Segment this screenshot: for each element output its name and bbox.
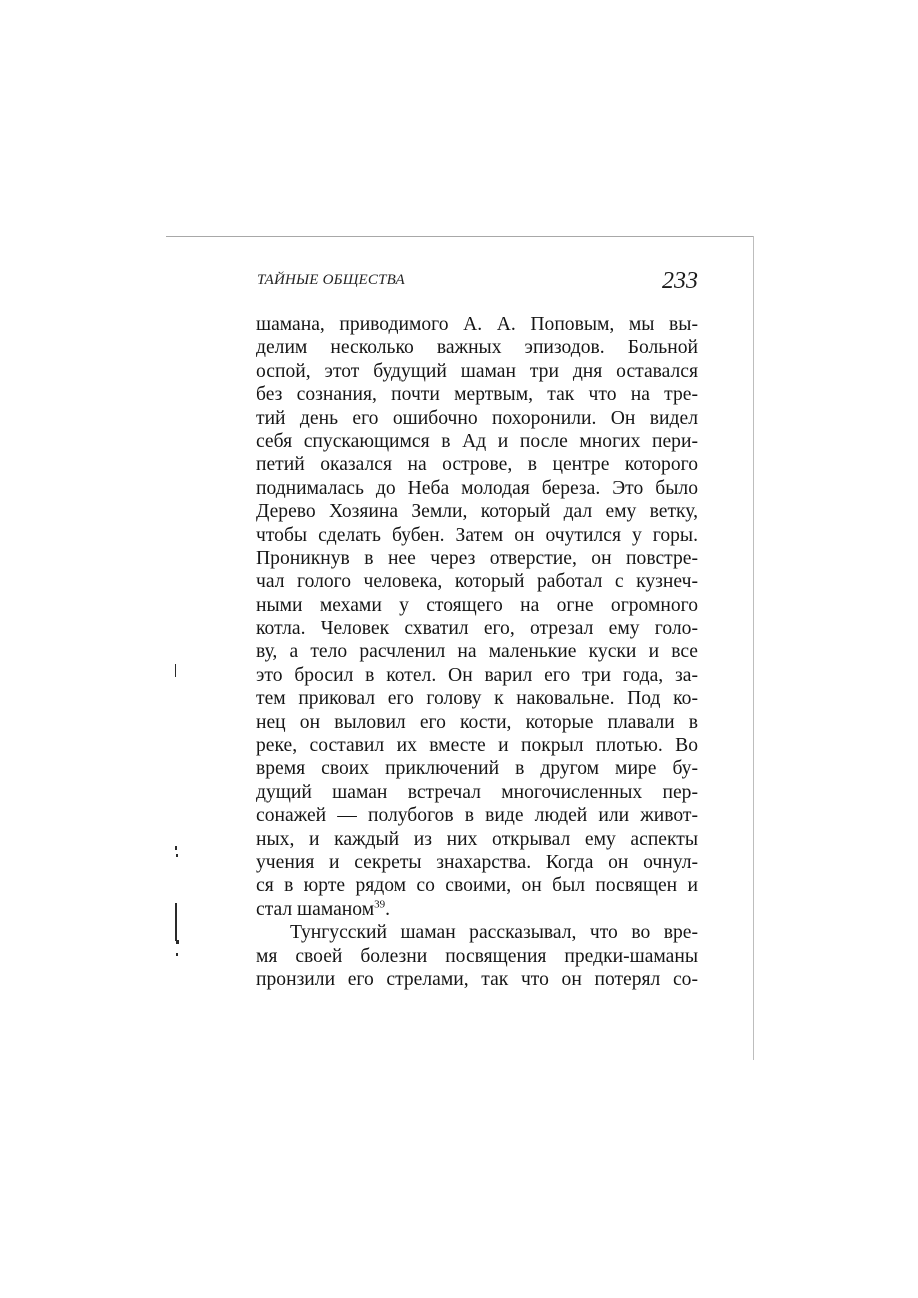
text-line: себя спускающимся в Ад и после многих пери- bbox=[256, 430, 698, 452]
text-line: мя своей болезни посвящения предки-шаманы bbox=[256, 945, 698, 967]
text-line: чтобы сделать бубен. Затем он очутился у горы. bbox=[256, 524, 698, 546]
text-line: сонажей — полубогов в виде людей или живот- bbox=[256, 805, 698, 827]
text-line: Проникнув в нее через отверстие, он повстре- bbox=[256, 547, 698, 569]
text-line: оспой, этот будущий шаман три дня оставался bbox=[256, 360, 698, 382]
text-line: это бросил в котел. Он варил его три года, за- bbox=[256, 664, 698, 686]
text-line: нец он выловил его кости, которые плавали в bbox=[256, 711, 698, 733]
text-line: тем приковал его голову к наковальне. Под ко- bbox=[256, 688, 698, 710]
text-line: ся в юрте рядом со своими, он был посвящен и bbox=[256, 875, 698, 897]
scan-mark bbox=[176, 854, 178, 857]
page-right-edge bbox=[753, 236, 754, 1060]
text-line: поднималась до Неба молодая береза. Это было bbox=[256, 477, 698, 499]
text-line: котла. Человек схватил его, отрезал ему голо- bbox=[256, 618, 698, 640]
text-line: шамана, приводимого А. А. Поповым, мы вы- bbox=[256, 314, 698, 335]
text-line: без сознания, почти мертвым, так что на тре- bbox=[256, 384, 698, 406]
text-line: делим несколько важных эпизодов. Больной bbox=[256, 337, 698, 359]
last-line-text: стал шаманом bbox=[256, 898, 375, 920]
scan-mark bbox=[176, 953, 178, 956]
body-text bbox=[256, 313, 698, 991]
page-top-edge bbox=[166, 236, 754, 237]
text-line: петий оказался на острове, в центре которого bbox=[256, 454, 698, 476]
text-line: пронзили его стрелами, так что он потерял со- bbox=[256, 968, 698, 990]
page-number: 233 bbox=[662, 268, 698, 294]
text-line: чал голого человека, который работал с кузнеч- bbox=[256, 571, 698, 593]
paragraph-1 bbox=[256, 313, 698, 921]
text-line: дущий шаман встречал многочисленных пер- bbox=[256, 781, 698, 803]
text-line: учения и секреты знахарства. Когда он очнул- bbox=[256, 851, 698, 873]
text-line-last bbox=[256, 898, 698, 921]
text-line: ву, а тело расчленил на маленькие куски и все bbox=[256, 641, 698, 663]
text-line: Дерево Хозяина Земли, который дал ему ветку, bbox=[256, 501, 698, 523]
scan-mark bbox=[176, 940, 179, 944]
text-line: ных, и каждый из них открывал ему аспекты bbox=[256, 828, 698, 850]
scan-mark bbox=[175, 846, 177, 850]
text-line-indented: Тунгусский шаман рассказывал, что во вре- bbox=[290, 922, 698, 944]
text-line: ными мехами у стоящего на огне огромного bbox=[256, 594, 698, 616]
scan-mark bbox=[175, 903, 177, 941]
text-line: тий день его ошибочно похоронили. Он видел bbox=[256, 407, 698, 429]
last-line-period: . bbox=[385, 898, 391, 920]
scan-mark bbox=[175, 664, 176, 677]
running-title: ТАЙНЫЕ ОБЩЕСТВА bbox=[257, 272, 405, 288]
paragraph-2 bbox=[256, 921, 698, 991]
text-line: время своих приключений в другом мире бу- bbox=[256, 758, 698, 780]
text-line: реке, составил их вместе и покрыл плотью. Во bbox=[256, 735, 698, 757]
footnote-reference: 39 bbox=[374, 898, 386, 911]
